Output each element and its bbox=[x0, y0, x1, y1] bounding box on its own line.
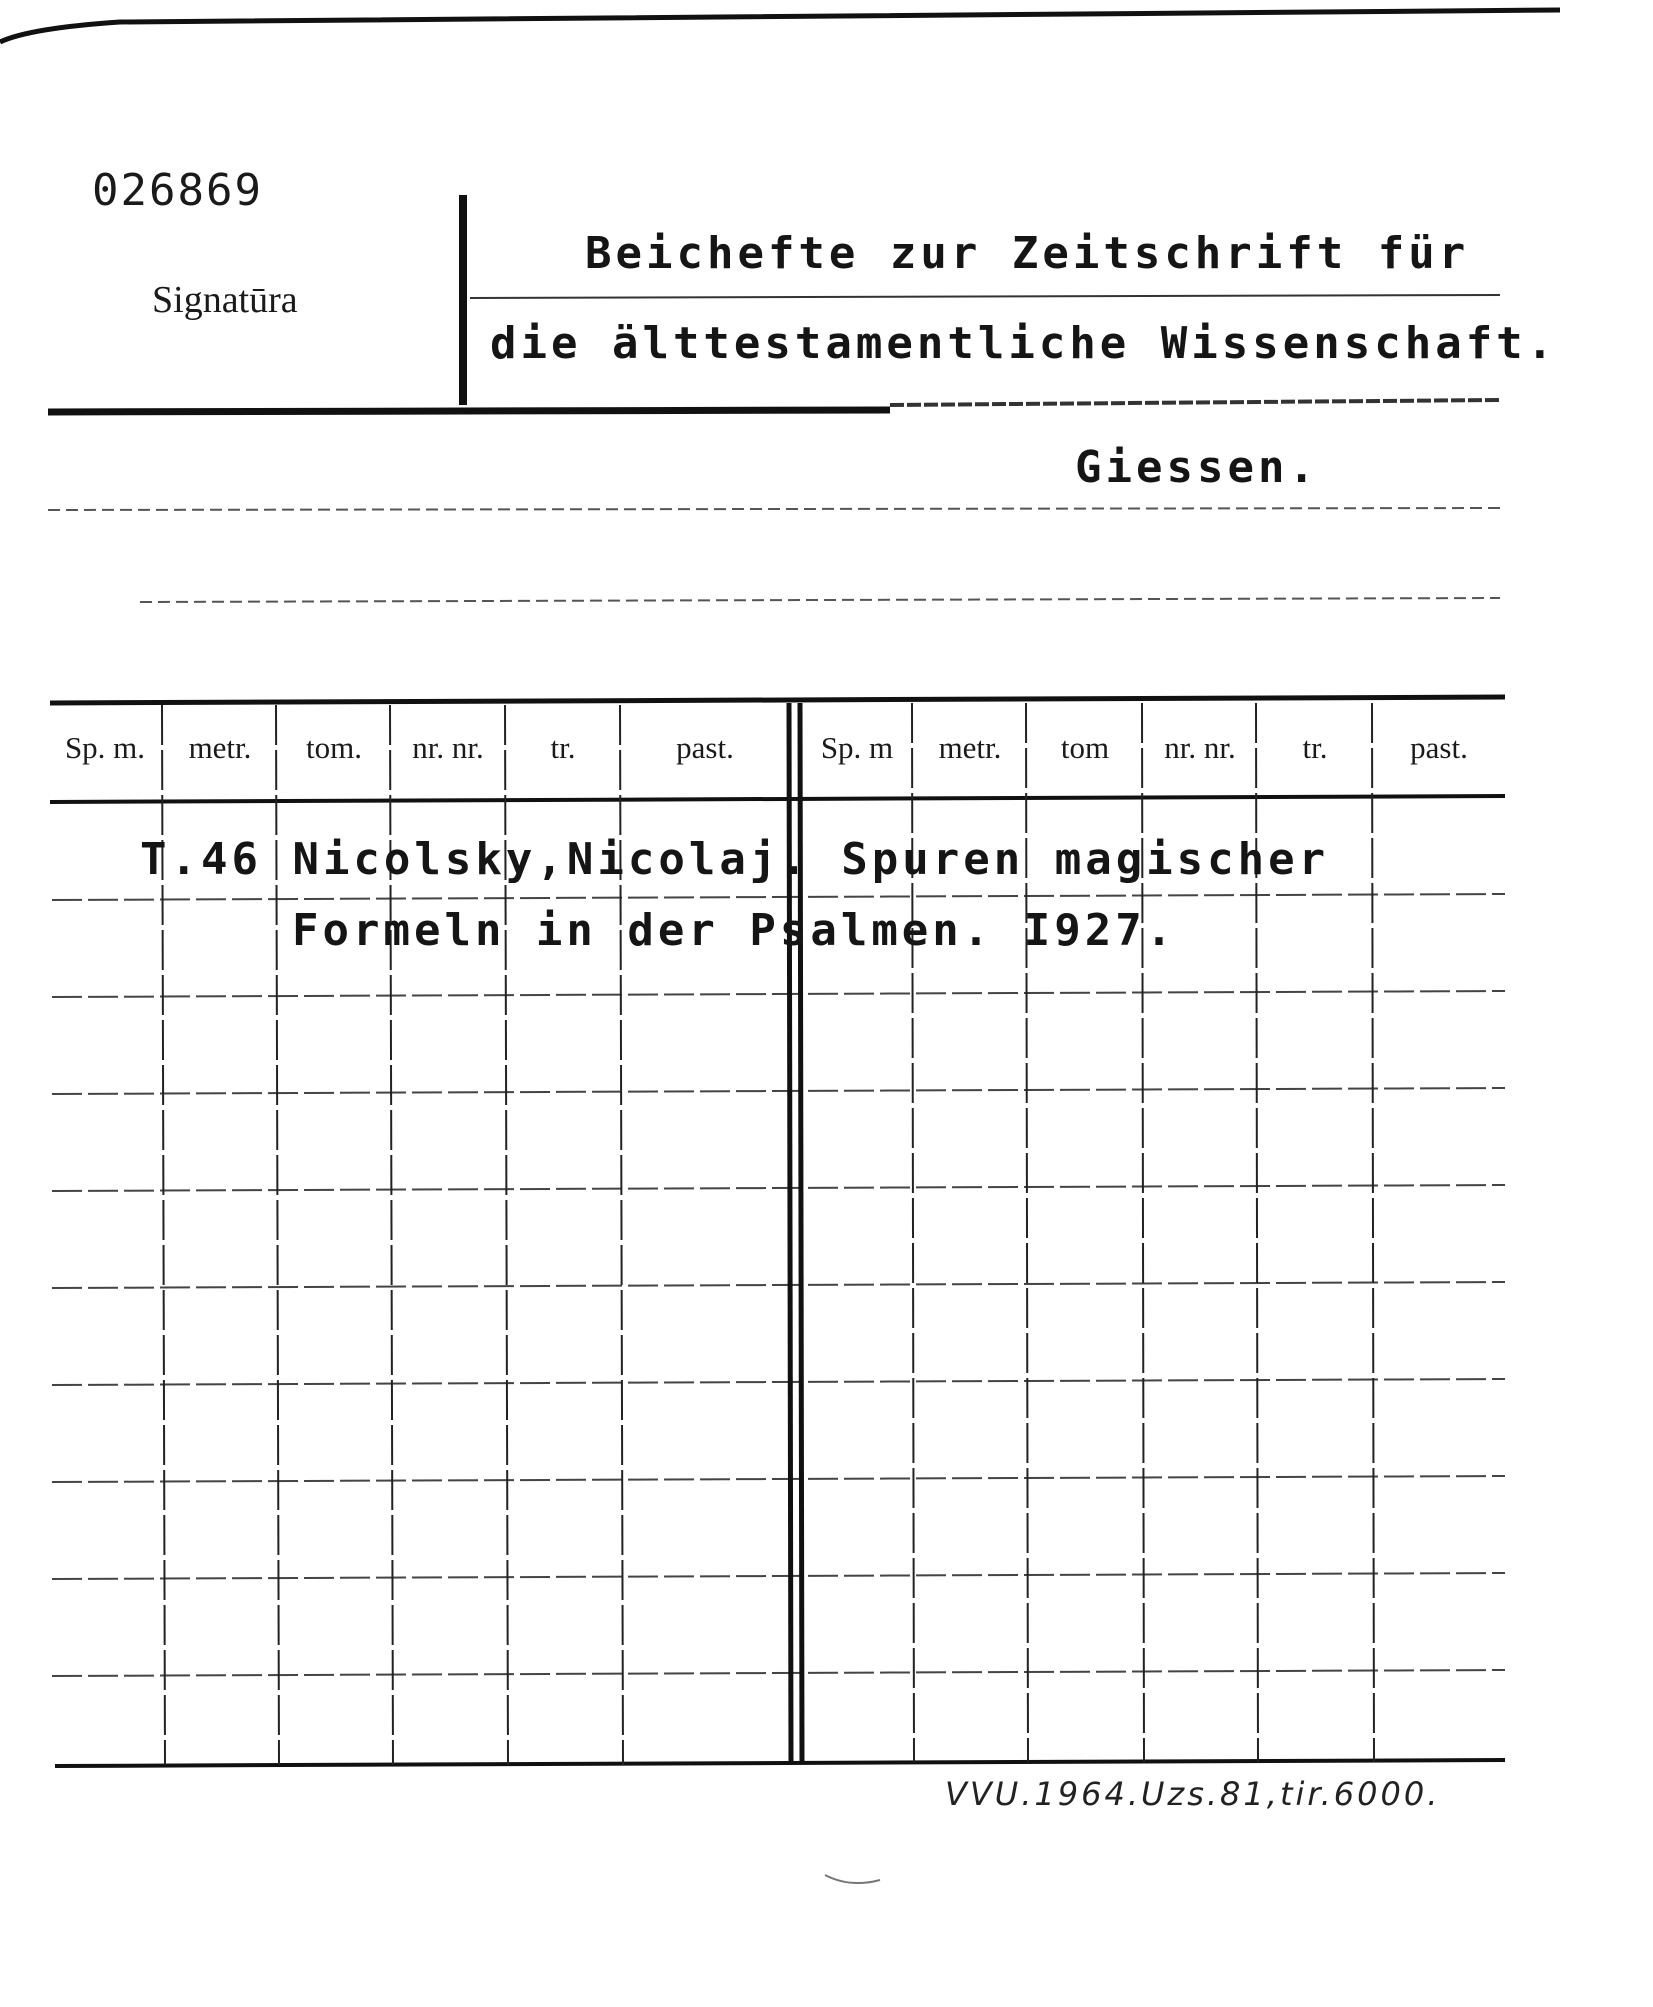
entry-line-2: Formeln in der Psalmen. I927. bbox=[292, 905, 1177, 956]
header-metr-right: metr. bbox=[938, 730, 1002, 765]
header-nr-nr-right: nr. nr. bbox=[1164, 730, 1236, 765]
signature-number: 026869 bbox=[92, 165, 263, 216]
signature-label: Signatūra bbox=[152, 279, 298, 321]
header-tr-right: tr. bbox=[1302, 730, 1328, 765]
title-line-2: die älttestamentliche Wissenschaft. bbox=[490, 318, 1558, 369]
title-line-1: Beichefte zur Zeitschrift für bbox=[585, 228, 1470, 279]
header-past-right: past. bbox=[1410, 730, 1468, 765]
header-sp-m-left: Sp. m. bbox=[64, 730, 146, 765]
place-of-publication: Giessen. bbox=[1075, 442, 1319, 493]
header-nr-nr-left: nr. nr. bbox=[412, 730, 484, 765]
header-past-left: past. bbox=[676, 730, 734, 765]
entry-line-1: T.46 Nicolsky,Nicolaj. Spuren magischer bbox=[140, 834, 1330, 885]
header-tom-left: tom. bbox=[306, 730, 362, 765]
header-metr-left: metr. bbox=[188, 730, 252, 765]
header-sp-m-right: Sp. m bbox=[820, 730, 894, 765]
header-tom-right: tom bbox=[1060, 730, 1110, 765]
header-tr-left: tr. bbox=[550, 730, 576, 765]
print-run-note: VVU.1964.Uzs.81,tir.6000. bbox=[945, 1775, 1441, 1813]
